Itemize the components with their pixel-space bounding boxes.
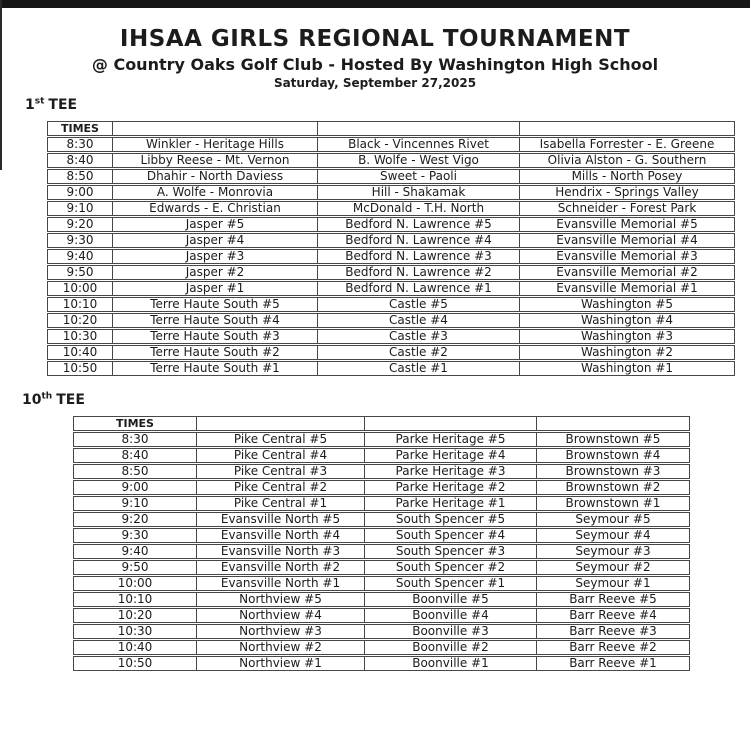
first-tee-number: 1 xyxy=(25,97,35,113)
pairing-cell: Dhahir - North Daviess xyxy=(113,169,318,184)
tee-time-row xyxy=(73,496,690,511)
pairing-cell: Evansville North #3 xyxy=(197,544,365,559)
pairing-cell: Evansville Memorial #2 xyxy=(520,265,735,280)
pairing-cell: Castle #4 xyxy=(318,313,520,328)
pairing-cell: Brownstown #4 xyxy=(537,448,690,463)
time-cell: 9:10 xyxy=(47,201,113,216)
tee-time-row xyxy=(73,640,690,655)
time-cell: 8:50 xyxy=(73,464,197,479)
time-cell: 10:00 xyxy=(47,281,113,296)
tee-time-row xyxy=(47,201,735,216)
pairing-cell: Northview #4 xyxy=(197,608,365,623)
tee-time-row xyxy=(47,249,735,264)
page-title: IHSAA GIRLS REGIONAL TOURNAMENT xyxy=(119,26,631,52)
pairing-cell: Seymour #1 xyxy=(537,576,690,591)
pairing-cell: Edwards - E. Christian xyxy=(113,201,318,216)
pairing-cell: Seymour #3 xyxy=(537,544,690,559)
tenth-tee-ordinal: th xyxy=(41,391,53,402)
pairing-cell: Evansville North #4 xyxy=(197,528,365,543)
pairing-cell: Brownstown #2 xyxy=(537,480,690,495)
pairing-cell: Libby Reese - Mt. Vernon xyxy=(113,153,318,168)
tee-time-row xyxy=(73,576,690,591)
pairing-cell: Parke Heritage #2 xyxy=(365,480,537,495)
pairing-cell: Bedford N. Lawrence #4 xyxy=(318,233,520,248)
time-cell: 10:50 xyxy=(47,361,113,376)
pairing-cell: Jasper #4 xyxy=(113,233,318,248)
first-tee-table xyxy=(47,120,735,377)
time-cell: 10:40 xyxy=(47,345,113,360)
document-header xyxy=(0,26,750,90)
time-cell: 9:50 xyxy=(73,560,197,575)
pairing-cell: Terre Haute South #3 xyxy=(113,329,318,344)
pairing-cell: Northview #1 xyxy=(197,656,365,671)
time-cell: 9:10 xyxy=(73,496,197,511)
pairing-cell: Brownstown #1 xyxy=(537,496,690,511)
time-cell: 9:20 xyxy=(47,217,113,232)
pairing-cell: Barr Reeve #2 xyxy=(537,640,690,655)
empty-header-cell xyxy=(537,416,690,431)
pairing-cell: A. Wolfe - Monrovia xyxy=(113,185,318,200)
pairing-cell: Parke Heritage #4 xyxy=(365,448,537,463)
tee-time-row xyxy=(47,185,735,200)
pairing-cell: Pike Central #5 xyxy=(197,432,365,447)
empty-header-cell xyxy=(318,121,520,136)
pairing-cell: Terre Haute South #5 xyxy=(113,297,318,312)
page-subtitle: @ Country Oaks Golf Club - Hosted By Washington High School xyxy=(91,55,659,74)
pairing-cell: Hill - Shakamak xyxy=(318,185,520,200)
pairing-cell: Castle #1 xyxy=(318,361,520,376)
times-header-cell: TIMES xyxy=(47,121,113,136)
pairing-cell: South Spencer #5 xyxy=(365,512,537,527)
tenth-tee-table xyxy=(73,415,690,672)
tee-time-row xyxy=(73,656,690,671)
pairing-cell: Jasper #2 xyxy=(113,265,318,280)
time-cell: 8:30 xyxy=(47,137,113,152)
tee-time-row xyxy=(73,624,690,639)
pairing-cell: South Spencer #4 xyxy=(365,528,537,543)
pairing-cell: Pike Central #3 xyxy=(197,464,365,479)
tee-time-row xyxy=(73,608,690,623)
time-cell: 9:20 xyxy=(73,512,197,527)
pairing-cell: Washington #3 xyxy=(520,329,735,344)
tee-time-row xyxy=(47,297,735,312)
pairing-cell: B. Wolfe - West Vigo xyxy=(318,153,520,168)
pairing-cell: Jasper #1 xyxy=(113,281,318,296)
time-cell: 10:10 xyxy=(47,297,113,312)
pairing-cell: Olivia Alston - G. Southern xyxy=(520,153,735,168)
pairing-cell: Pike Central #4 xyxy=(197,448,365,463)
pairing-cell: Boonville #5 xyxy=(365,592,537,607)
pairing-cell: Boonville #3 xyxy=(365,624,537,639)
pairing-cell: Barr Reeve #4 xyxy=(537,608,690,623)
time-cell: 9:00 xyxy=(47,185,113,200)
tee-time-row xyxy=(73,560,690,575)
pairing-cell: Boonville #4 xyxy=(365,608,537,623)
empty-header-cell xyxy=(365,416,537,431)
pairing-cell: Parke Heritage #1 xyxy=(365,496,537,511)
time-cell: 10:50 xyxy=(73,656,197,671)
tee-time-row xyxy=(47,137,735,152)
pairing-cell: Terre Haute South #1 xyxy=(113,361,318,376)
pairing-cell: Winkler - Heritage Hills xyxy=(113,137,318,152)
pairing-cell: Bedford N. Lawrence #2 xyxy=(318,265,520,280)
tenth-tee-label xyxy=(22,392,85,408)
time-cell: 8:50 xyxy=(47,169,113,184)
time-cell: 8:40 xyxy=(47,153,113,168)
pairing-cell: Bedford N. Lawrence #3 xyxy=(318,249,520,264)
pairing-cell: Pike Central #2 xyxy=(197,480,365,495)
pairing-cell: Washington #5 xyxy=(520,297,735,312)
times-header-cell: TIMES xyxy=(73,416,197,431)
time-cell: 10:20 xyxy=(73,608,197,623)
pairing-cell: Parke Heritage #5 xyxy=(365,432,537,447)
tee-time-row xyxy=(47,265,735,280)
pairing-cell: Barr Reeve #1 xyxy=(537,656,690,671)
time-cell: 9:40 xyxy=(47,249,113,264)
pairing-cell: Pike Central #1 xyxy=(197,496,365,511)
pairing-cell: Isabella Forrester - E. Greene xyxy=(520,137,735,152)
time-cell: 8:40 xyxy=(73,448,197,463)
pairing-cell: Seymour #2 xyxy=(537,560,690,575)
empty-header-cell xyxy=(113,121,318,136)
pairing-cell: Evansville North #1 xyxy=(197,576,365,591)
pairing-cell: Schneider - Forest Park xyxy=(520,201,735,216)
pairing-cell: Evansville North #2 xyxy=(197,560,365,575)
pairing-cell: Barr Reeve #5 xyxy=(537,592,690,607)
tee-time-row xyxy=(47,169,735,184)
tee-time-row xyxy=(73,528,690,543)
pairing-cell: McDonald - T.H. North xyxy=(318,201,520,216)
time-cell: 9:30 xyxy=(73,528,197,543)
first-tee-word: TEE xyxy=(48,97,78,113)
pairing-cell: Evansville Memorial #3 xyxy=(520,249,735,264)
tee-time-row xyxy=(47,313,735,328)
time-cell: 10:30 xyxy=(73,624,197,639)
first-tee-label xyxy=(25,97,77,113)
pairing-cell: Boonville #1 xyxy=(365,656,537,671)
pairing-cell: Seymour #5 xyxy=(537,512,690,527)
time-cell: 9:40 xyxy=(73,544,197,559)
pairing-cell: Evansville Memorial #4 xyxy=(520,233,735,248)
pairing-cell: Mills - North Posey xyxy=(520,169,735,184)
pairing-cell: Barr Reeve #3 xyxy=(537,624,690,639)
tee-time-row xyxy=(47,153,735,168)
pairing-cell: Seymour #4 xyxy=(537,528,690,543)
pairing-cell: Bedford N. Lawrence #1 xyxy=(318,281,520,296)
pairing-cell: Northview #3 xyxy=(197,624,365,639)
pairing-cell: Northview #2 xyxy=(197,640,365,655)
tee-time-row xyxy=(73,544,690,559)
time-cell: 10:20 xyxy=(47,313,113,328)
tee-time-row xyxy=(47,361,735,376)
tee-time-row xyxy=(73,432,690,447)
page-date: Saturday, September 27,2025 xyxy=(273,76,477,90)
window-top-bar xyxy=(0,0,750,8)
pairing-cell: Washington #4 xyxy=(520,313,735,328)
pairing-cell: Washington #1 xyxy=(520,361,735,376)
time-cell: 9:00 xyxy=(73,480,197,495)
empty-header-cell xyxy=(197,416,365,431)
time-cell: 10:30 xyxy=(47,329,113,344)
time-cell: 8:30 xyxy=(73,432,197,447)
pairing-cell: Terre Haute South #2 xyxy=(113,345,318,360)
pairing-cell: Boonville #2 xyxy=(365,640,537,655)
tee-time-row xyxy=(73,448,690,463)
time-cell: 9:30 xyxy=(47,233,113,248)
tee-time-row xyxy=(47,345,735,360)
pairing-cell: Castle #3 xyxy=(318,329,520,344)
tee-time-row xyxy=(47,233,735,248)
tenth-tee-word: TEE xyxy=(56,392,85,408)
time-cell: 10:00 xyxy=(73,576,197,591)
first-tee-ordinal: st xyxy=(34,96,45,107)
tee-time-row xyxy=(73,592,690,607)
tenth-tee-number: 10 xyxy=(22,392,42,408)
pairing-cell: Jasper #3 xyxy=(113,249,318,264)
tee-time-row xyxy=(73,512,690,527)
pairing-cell: South Spencer #3 xyxy=(365,544,537,559)
pairing-cell: Bedford N. Lawrence #5 xyxy=(318,217,520,232)
time-cell: 10:10 xyxy=(73,592,197,607)
pairing-cell: Terre Haute South #4 xyxy=(113,313,318,328)
pairing-cell: Castle #2 xyxy=(318,345,520,360)
pairing-cell: Jasper #5 xyxy=(113,217,318,232)
tee-time-row xyxy=(73,464,690,479)
pairing-cell: Black - Vincennes Rivet xyxy=(318,137,520,152)
tee-time-row xyxy=(47,281,735,296)
time-cell: 9:50 xyxy=(47,265,113,280)
tee-time-row xyxy=(47,329,735,344)
time-cell: 10:40 xyxy=(73,640,197,655)
pairing-cell: Northview #5 xyxy=(197,592,365,607)
tee-time-row xyxy=(47,217,735,232)
pairing-cell: Washington #2 xyxy=(520,345,735,360)
pairing-cell: Brownstown #5 xyxy=(537,432,690,447)
tee-time-row xyxy=(73,480,690,495)
header-row xyxy=(47,121,735,136)
pairing-cell: South Spencer #2 xyxy=(365,560,537,575)
pairing-cell: Evansville North #5 xyxy=(197,512,365,527)
pairing-cell: Parke Heritage #3 xyxy=(365,464,537,479)
pairing-cell: Brownstown #3 xyxy=(537,464,690,479)
empty-header-cell xyxy=(520,121,735,136)
pairing-cell: Evansville Memorial #1 xyxy=(520,281,735,296)
pairing-cell: Castle #5 xyxy=(318,297,520,312)
pairing-cell: Sweet - Paoli xyxy=(318,169,520,184)
pairing-cell: Evansville Memorial #5 xyxy=(520,217,735,232)
pairing-cell: Hendrix - Springs Valley xyxy=(520,185,735,200)
header-row xyxy=(73,416,690,431)
pairing-cell: South Spencer #1 xyxy=(365,576,537,591)
